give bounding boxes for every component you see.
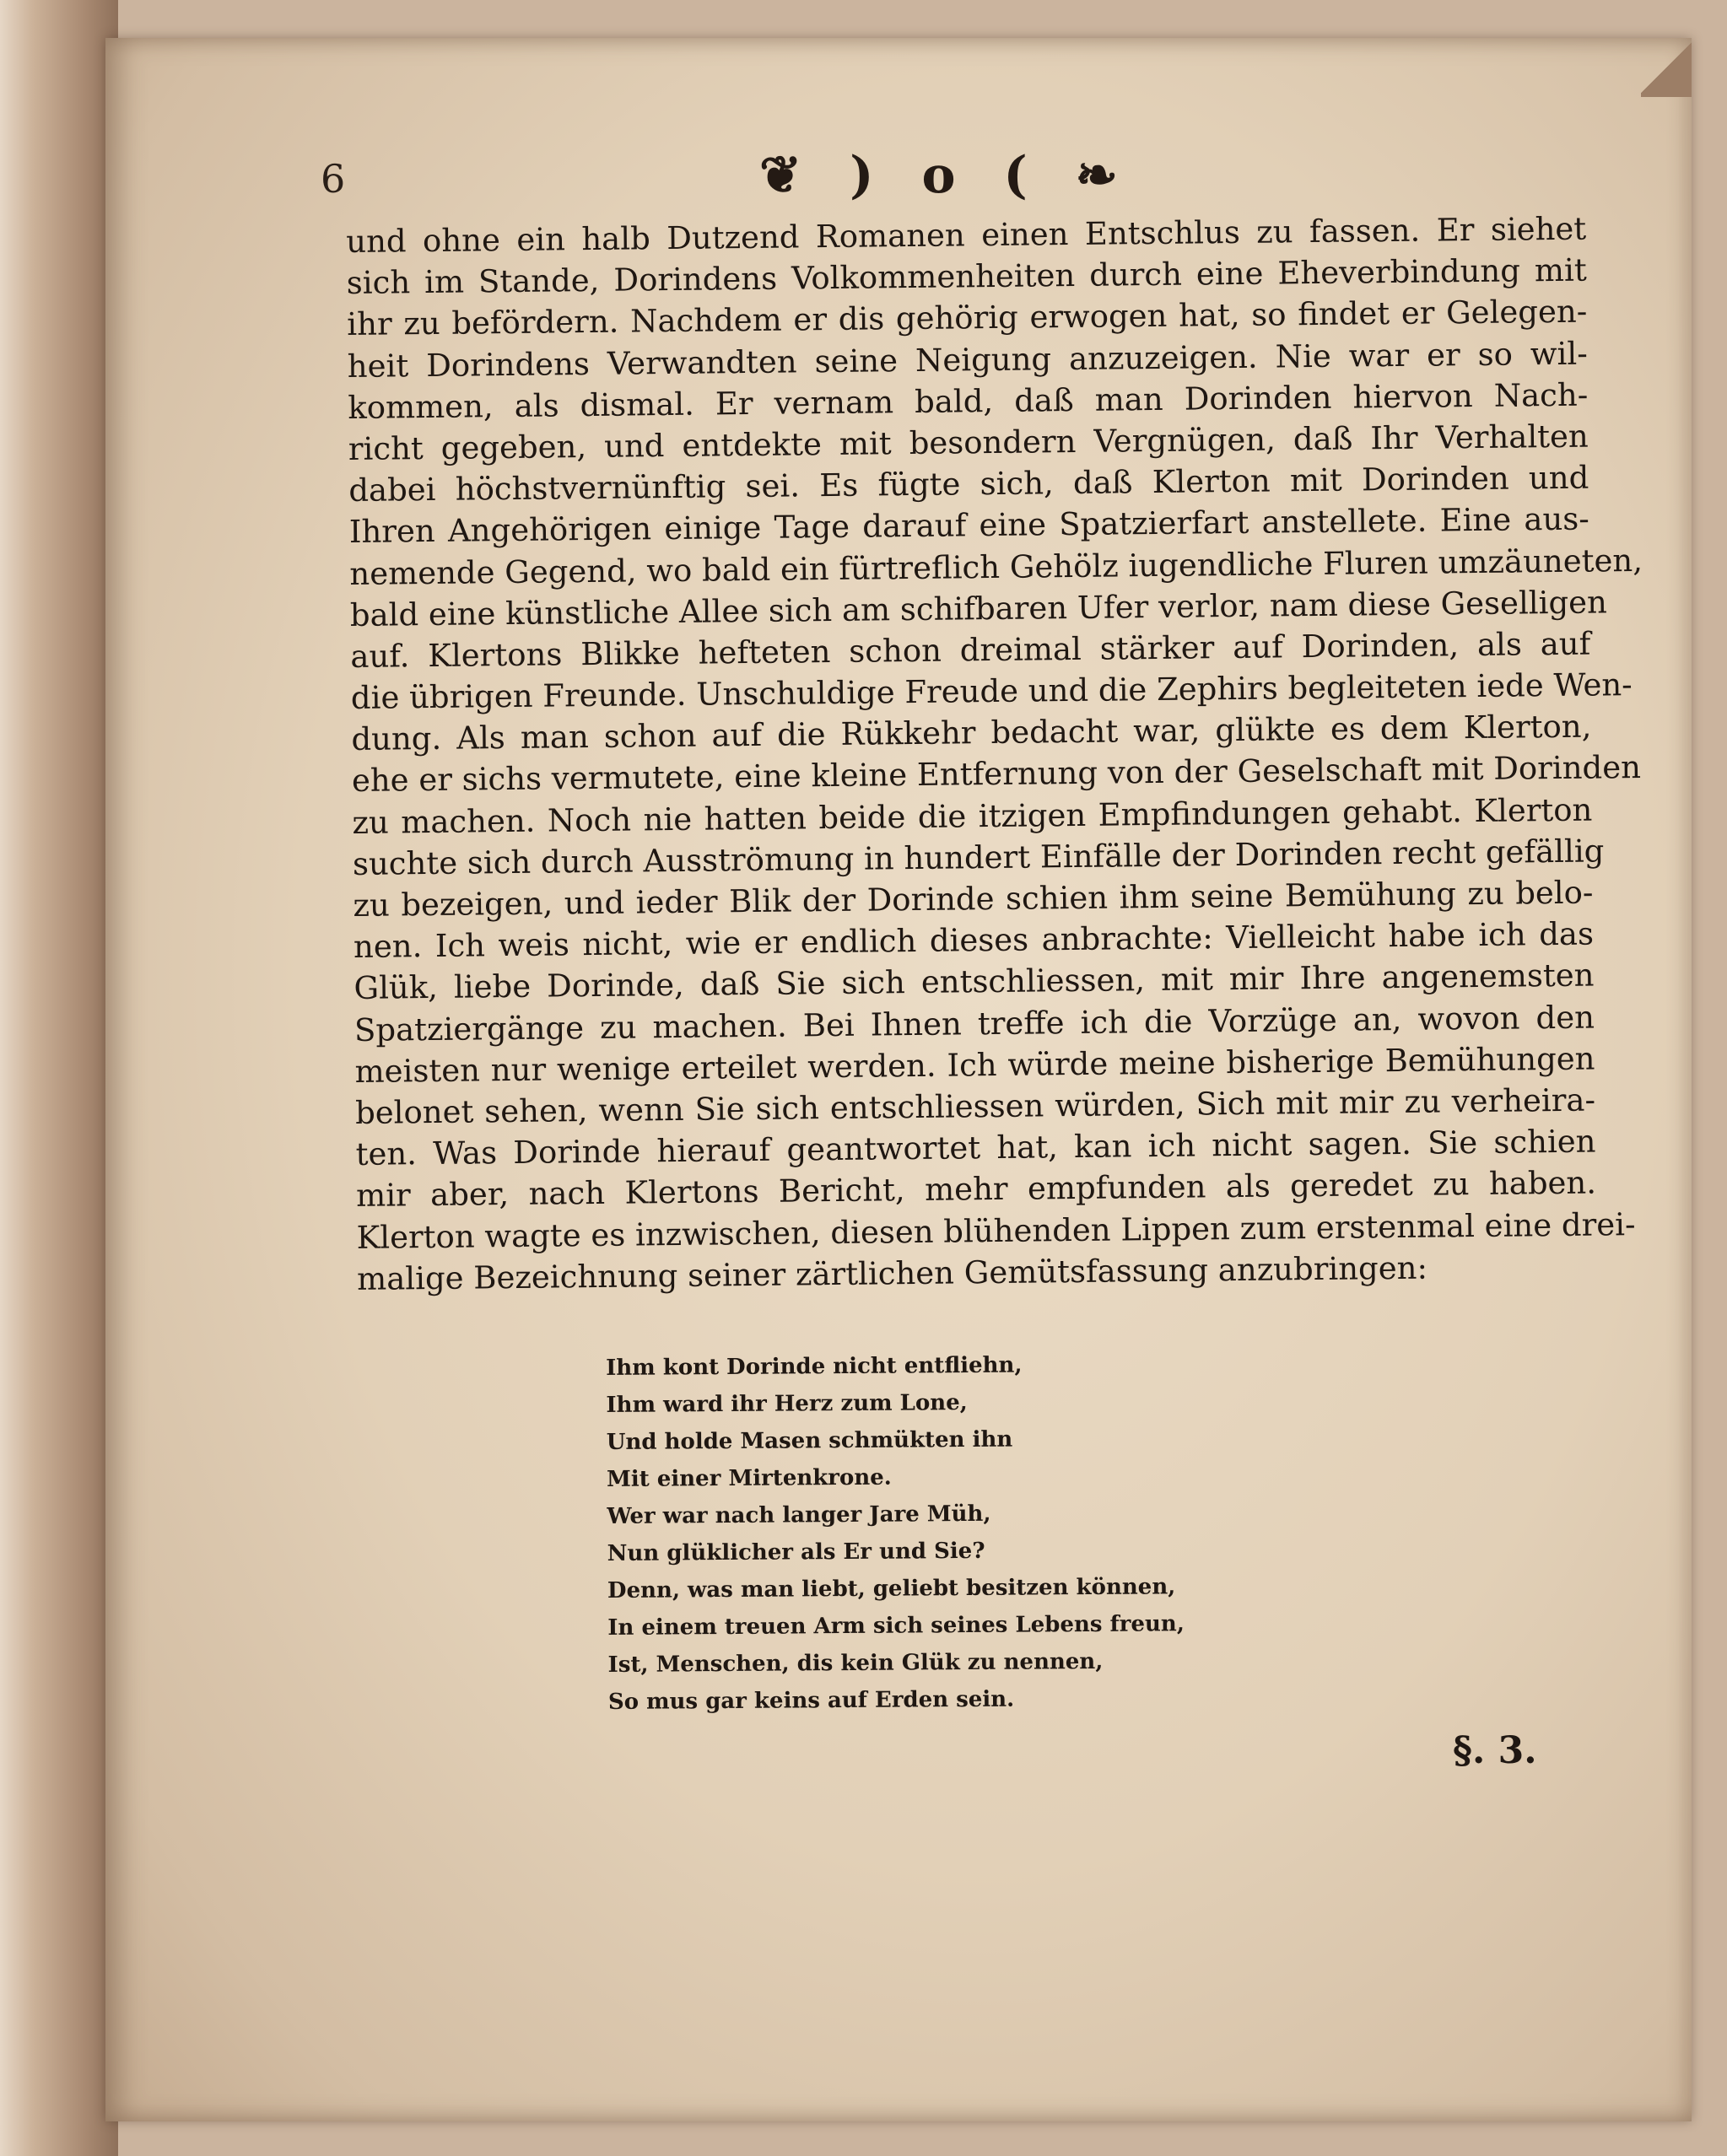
body-line: auf. Klertons Blikke hefteten schon dreimal stärker auf Dorinden, als auf — [350, 625, 1591, 675]
poem-line: Ihm kont Dorinde nicht entfliehn, — [606, 1352, 1023, 1381]
poem-line: Nun glüklicher als Er und Sie? — [607, 1538, 985, 1566]
book-spine-edge — [0, 0, 118, 2156]
body-line: heit Dorindens Verwandten seine Neigung anzuzeigen. Nie war er so wil- — [347, 335, 1588, 385]
body-line: Spatziergänge zu machen. Bei Ihnen treffe ich die Vorzüge an, wovon den — [353, 999, 1595, 1048]
poem-line: Ist, Menschen, dis kein Glük zu nennen, — [607, 1648, 1104, 1678]
body-line: meisten nur wenige erteilet werden. Ich würde meine bisherige Bemühungen — [354, 1040, 1595, 1090]
body-line: malige Bezeichnung seiner zärtlichen Gemütsfassung anzubringen: — [356, 1249, 1428, 1297]
poem-line: Mit einer Mirtenkrone. — [606, 1464, 892, 1492]
poem-line: Denn, was man liebt, geliebt besitzen können, — [607, 1574, 1176, 1604]
body-line: mir aber, nach Klertons Bericht, mehr empfunden als geredet zu haben. — [355, 1164, 1597, 1215]
body-line: dung. Als man schon auf die Rükkehr bedacht war, glükte es dem Klerton, — [351, 708, 1592, 758]
body-line: zu machen. Noch nie hatten beide die itzigen Empfindungen gehabt. Klerton — [352, 791, 1593, 841]
body-line: zu bezeigen, und ieder Blik der Dorinde schien ihm seine Bemühung zu belo- — [353, 874, 1594, 924]
poem-line: Wer war nach langer Jare Müh, — [607, 1501, 991, 1529]
page-header — [321, 139, 1586, 215]
poem-line: So mus gar keins auf Erden sein. — [607, 1686, 1015, 1715]
body-line: ihr zu befördern. Nachdem er dis gehörig erwogen hat, so findet er Gelegen- — [347, 293, 1588, 343]
body-line: und ohne ein halb Dutzend Romanen einen Entschlus zu fassen. Er siehet — [346, 210, 1587, 260]
poem-line: Ihm ward ihr Herz zum Lone, — [606, 1390, 968, 1418]
body-line: sich im Stande, Dorindens Volkommenheiten durch eine Eheverbindung mit — [346, 251, 1587, 302]
body-line: Ihren Angehörigen einige Tage darauf eine Spatzierfart anstellete. Eine aus- — [348, 500, 1590, 551]
catchword: §. 3. — [1453, 1729, 1537, 1772]
body-line: richt gegeben, und entdekte mit besondern Vergnügen, daß Ihr Verhalten — [348, 418, 1589, 467]
poem-line: In einem treuen Arm sich seines Lebens freun, — [607, 1611, 1185, 1641]
body-line: nemende Gegend, wo bald ein fürtreflich Gehölz iugendliche Fluren umzäuneten, — [349, 542, 1643, 592]
body-line: dabei höchstvernünftig sei. Es fügte sich, daß Klerton mit Dorinden und — [348, 459, 1589, 509]
body-line: belonet sehen, wenn Sie sich entschliessen würden, Sich mit mir zu verheira- — [354, 1081, 1596, 1131]
body-line: die übrigen Freunde. Unschuldige Freude und die Zephirs begleiteten iede Wen- — [350, 666, 1633, 717]
page-corner-fold — [1641, 38, 1692, 97]
body-line: Glük, liebe Dorinde, daß Sie sich entschliessen, mit mir Ihre angenemsten — [353, 957, 1595, 1007]
body-line: suchte sich durch Ausströmung in hundert Einfälle der Dorinden recht gefällig — [352, 833, 1605, 882]
page-number: 6 — [321, 156, 346, 202]
body-line: Klerton wagte es inzwischen, diesen blühenden Lippen zum erstenmal eine drei- — [356, 1205, 1636, 1256]
poem — [606, 1345, 1233, 1721]
body-line: bald eine künstliche Allee sich am schifbaren Ufer verlor, nam diese Geselligen — [349, 584, 1608, 633]
body-line: kommen, als dismal. Er vernam bald, daß man Dorinden hiervon Nach- — [348, 376, 1589, 426]
poem-line: Und holde Masen schmükten ihn — [606, 1426, 1013, 1455]
body-line: ten. Was Dorinde hierauf geantwortet hat, kan ich nicht sagen. Sie schien — [355, 1123, 1596, 1173]
body-line: nen. Ich weis nicht, wie er endlich dieses anbrachte: Vielleicht habe ich das — [353, 915, 1595, 966]
header-ornament: ❦ ) o ( ❧ — [759, 146, 1133, 205]
body-line: ehe er sichs vermutete, eine kleine Entfernung von der Geselschaft mit Dorinden — [351, 749, 1642, 800]
body-text — [346, 208, 1643, 1300]
